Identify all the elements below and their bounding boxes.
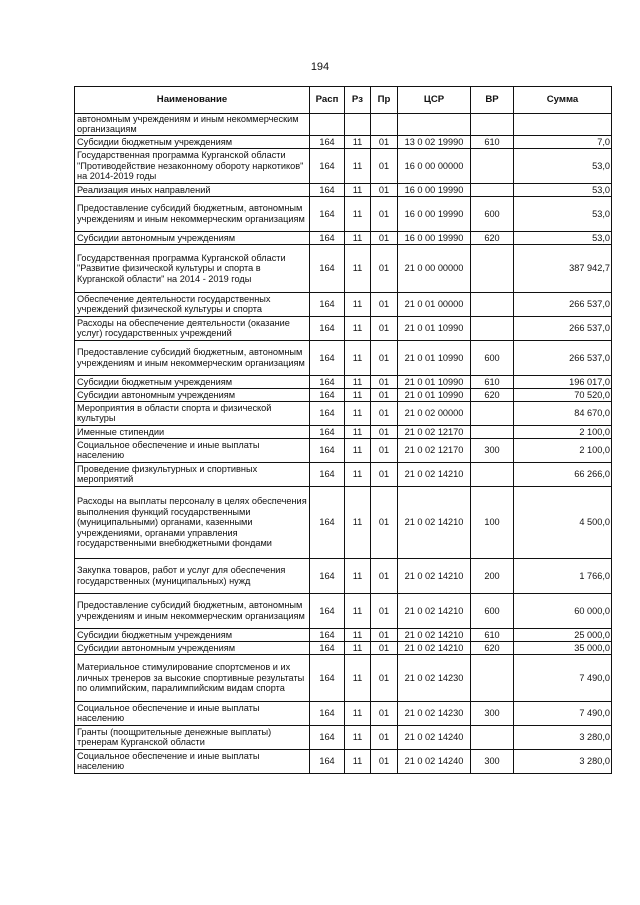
row-pr: 01 xyxy=(371,401,398,425)
row-rz: 11 xyxy=(345,135,371,148)
row-name: Социальное обеспечение и иные выплаты населению xyxy=(75,749,310,773)
row-vr xyxy=(471,425,514,438)
page-number: 194 xyxy=(310,61,330,73)
row-csr: 21 0 01 00000 xyxy=(398,292,471,316)
row-rasp: 164 xyxy=(310,462,345,486)
row-rz: 11 xyxy=(345,388,371,401)
row-sum: 25 000,0 xyxy=(514,628,612,641)
row-sum: 3 280,0 xyxy=(514,749,612,773)
row-rasp xyxy=(310,114,345,136)
row-vr: 600 xyxy=(471,593,514,628)
table-row xyxy=(75,244,612,292)
row-rasp: 164 xyxy=(310,231,345,244)
row-pr: 01 xyxy=(371,316,398,340)
row-vr xyxy=(471,292,514,316)
row-sum: 53,0 xyxy=(514,148,612,183)
table-row xyxy=(75,401,612,425)
row-sum: 2 100,0 xyxy=(514,438,612,462)
row-vr: 620 xyxy=(471,388,514,401)
row-rasp: 164 xyxy=(310,749,345,773)
row-name: Предоставление субсидий бюджетным, автономным учреждениям и иным некоммерческим организациям xyxy=(75,340,310,375)
row-rasp: 164 xyxy=(310,641,345,654)
row-rasp: 164 xyxy=(310,438,345,462)
row-name: Предоставление субсидий бюджетным, автономным учреждениям и иным некоммерческим организациям xyxy=(75,593,310,628)
row-rasp: 164 xyxy=(310,183,345,196)
row-pr: 01 xyxy=(371,701,398,725)
row-pr: 01 xyxy=(371,148,398,183)
row-pr: 01 xyxy=(371,486,398,558)
row-sum: 3 280,0 xyxy=(514,725,612,749)
row-rasp: 164 xyxy=(310,135,345,148)
table-row xyxy=(75,486,612,558)
row-sum: 266 537,0 xyxy=(514,292,612,316)
row-csr: 21 0 02 00000 xyxy=(398,401,471,425)
header-csr: ЦСР xyxy=(398,87,471,114)
row-csr: 21 0 02 14210 xyxy=(398,558,471,593)
row-rz: 11 xyxy=(345,438,371,462)
row-vr: 620 xyxy=(471,231,514,244)
row-sum: 53,0 xyxy=(514,196,612,231)
row-sum: 53,0 xyxy=(514,183,612,196)
row-sum: 7 490,0 xyxy=(514,654,612,701)
header-pr: Пр xyxy=(371,87,398,114)
row-pr: 01 xyxy=(371,231,398,244)
row-rz: 11 xyxy=(345,401,371,425)
row-rz: 11 xyxy=(345,425,371,438)
table-row xyxy=(75,375,612,388)
row-name: Расходы на выплаты персоналу в целях обеспечения выполнения функций государственными (муниципальными) органами, казенными учреждениями, органами управления государственными внебюджетными фондами xyxy=(75,486,310,558)
row-rz: 11 xyxy=(345,462,371,486)
table-row xyxy=(75,231,612,244)
row-pr: 01 xyxy=(371,425,398,438)
row-pr: 01 xyxy=(371,438,398,462)
row-name: Социальное обеспечение и иные выплаты населению xyxy=(75,438,310,462)
row-name: Именные стипендии xyxy=(75,425,310,438)
row-sum: 70 520,0 xyxy=(514,388,612,401)
row-rz: 11 xyxy=(345,701,371,725)
row-name: Субсидии автономным учреждениям xyxy=(75,641,310,654)
table-row xyxy=(75,340,612,375)
table-row xyxy=(75,425,612,438)
row-rasp: 164 xyxy=(310,701,345,725)
row-vr xyxy=(471,244,514,292)
row-csr: 21 0 01 10990 xyxy=(398,388,471,401)
row-rasp: 164 xyxy=(310,401,345,425)
row-vr xyxy=(471,148,514,183)
row-name: Государственная программа Курганской области "Развитие физической культуры и спорта в Курганской области" на 2014 - 2019 годы xyxy=(75,244,310,292)
table-row xyxy=(75,388,612,401)
row-vr: 200 xyxy=(471,558,514,593)
row-sum: 60 000,0 xyxy=(514,593,612,628)
row-sum: 53,0 xyxy=(514,231,612,244)
row-sum xyxy=(514,114,612,136)
row-sum: 196 017,0 xyxy=(514,375,612,388)
row-csr: 21 0 02 12170 xyxy=(398,425,471,438)
row-sum: 4 500,0 xyxy=(514,486,612,558)
row-rz: 11 xyxy=(345,725,371,749)
row-csr: 21 0 02 14210 xyxy=(398,628,471,641)
row-sum: 35 000,0 xyxy=(514,641,612,654)
row-sum: 7,0 xyxy=(514,135,612,148)
row-rz: 11 xyxy=(345,654,371,701)
row-csr: 13 0 02 19990 xyxy=(398,135,471,148)
row-vr xyxy=(471,462,514,486)
table-row xyxy=(75,725,612,749)
row-rasp: 164 xyxy=(310,628,345,641)
row-rz: 11 xyxy=(345,486,371,558)
row-vr: 300 xyxy=(471,749,514,773)
table-row xyxy=(75,114,612,136)
row-rz: 11 xyxy=(345,244,371,292)
row-name: Субсидии автономным учреждениям xyxy=(75,231,310,244)
row-csr: 21 0 02 12170 xyxy=(398,438,471,462)
row-csr: 21 0 02 14230 xyxy=(398,654,471,701)
row-pr xyxy=(371,114,398,136)
row-name: Социальное обеспечение и иные выплаты населению xyxy=(75,701,310,725)
row-rz: 11 xyxy=(345,148,371,183)
row-vr: 300 xyxy=(471,701,514,725)
table-row xyxy=(75,462,612,486)
row-vr xyxy=(471,183,514,196)
row-name: Мероприятия в области спорта и физической культуры xyxy=(75,401,310,425)
row-vr: 610 xyxy=(471,135,514,148)
row-vr xyxy=(471,654,514,701)
row-vr: 620 xyxy=(471,641,514,654)
row-csr: 21 0 02 14230 xyxy=(398,701,471,725)
row-csr: 21 0 02 14240 xyxy=(398,749,471,773)
row-vr: 600 xyxy=(471,196,514,231)
row-name: Субсидии бюджетным учреждениям xyxy=(75,628,310,641)
row-csr xyxy=(398,114,471,136)
row-rasp: 164 xyxy=(310,316,345,340)
row-csr: 16 0 00 19990 xyxy=(398,183,471,196)
row-pr: 01 xyxy=(371,340,398,375)
row-rz: 11 xyxy=(345,340,371,375)
row-vr xyxy=(471,401,514,425)
table-row xyxy=(75,558,612,593)
row-rz: 11 xyxy=(345,196,371,231)
row-name: Проведение физкультурных и спортивных мероприятий xyxy=(75,462,310,486)
row-rasp: 164 xyxy=(310,654,345,701)
header-name: Наименование xyxy=(75,87,310,114)
table-row xyxy=(75,749,612,773)
table-row xyxy=(75,701,612,725)
row-pr: 01 xyxy=(371,725,398,749)
row-pr: 01 xyxy=(371,641,398,654)
row-vr: 610 xyxy=(471,375,514,388)
table-row xyxy=(75,183,612,196)
table-row xyxy=(75,316,612,340)
table-row xyxy=(75,292,612,316)
table-row xyxy=(75,148,612,183)
row-sum: 7 490,0 xyxy=(514,701,612,725)
row-rasp: 164 xyxy=(310,486,345,558)
header-rasp: Расп xyxy=(310,87,345,114)
row-pr: 01 xyxy=(371,244,398,292)
table-row xyxy=(75,628,612,641)
row-rz: 11 xyxy=(345,593,371,628)
row-rasp: 164 xyxy=(310,148,345,183)
row-rasp: 164 xyxy=(310,244,345,292)
row-vr xyxy=(471,114,514,136)
row-pr: 01 xyxy=(371,292,398,316)
row-pr: 01 xyxy=(371,749,398,773)
row-sum: 1 766,0 xyxy=(514,558,612,593)
row-rz: 11 xyxy=(345,641,371,654)
row-csr: 21 0 01 10990 xyxy=(398,375,471,388)
row-name: Субсидии автономным учреждениям xyxy=(75,388,310,401)
row-rasp: 164 xyxy=(310,375,345,388)
header-sum: Сумма xyxy=(514,87,612,114)
row-pr: 01 xyxy=(371,196,398,231)
row-name: Субсидии бюджетным учреждениям xyxy=(75,135,310,148)
row-sum: 84 670,0 xyxy=(514,401,612,425)
row-rz: 11 xyxy=(345,231,371,244)
table-row xyxy=(75,438,612,462)
row-name: автономным учреждениям и иным некоммерческим организациям xyxy=(75,114,310,136)
row-pr: 01 xyxy=(371,628,398,641)
row-name: Государственная программа Курганской области "Противодействие незаконному обороту наркотиков" на 2014-2019 годы xyxy=(75,148,310,183)
row-rasp: 164 xyxy=(310,388,345,401)
row-rz: 11 xyxy=(345,292,371,316)
row-pr: 01 xyxy=(371,183,398,196)
row-sum: 2 100,0 xyxy=(514,425,612,438)
row-pr: 01 xyxy=(371,593,398,628)
row-name: Расходы на обеспечение деятельности (оказание услуг) государственных учреждений xyxy=(75,316,310,340)
row-csr: 21 0 02 14210 xyxy=(398,593,471,628)
row-vr: 300 xyxy=(471,438,514,462)
row-name: Материальное стимулирование спортсменов и их личных тренеров за высокие спортивные результаты по олимпийским, паралимпийским видам спорта xyxy=(75,654,310,701)
row-rasp: 164 xyxy=(310,340,345,375)
row-rasp: 164 xyxy=(310,593,345,628)
table-row xyxy=(75,135,612,148)
budget-table xyxy=(74,86,612,774)
row-csr: 16 0 00 19990 xyxy=(398,196,471,231)
row-csr: 16 0 00 19990 xyxy=(398,231,471,244)
row-name: Закупка товаров, работ и услуг для обеспечения государственных (муниципальных) нужд xyxy=(75,558,310,593)
row-pr: 01 xyxy=(371,654,398,701)
row-name: Гранты (поощрительные денежные выплаты) тренерам Курганской области xyxy=(75,725,310,749)
header-vr: ВР xyxy=(471,87,514,114)
row-rasp: 164 xyxy=(310,292,345,316)
row-rz: 11 xyxy=(345,628,371,641)
row-rasp: 164 xyxy=(310,196,345,231)
table-header-row xyxy=(75,87,612,114)
row-sum: 66 266,0 xyxy=(514,462,612,486)
row-rz: 11 xyxy=(345,183,371,196)
table-row xyxy=(75,593,612,628)
row-csr: 21 0 01 10990 xyxy=(398,340,471,375)
row-vr: 600 xyxy=(471,340,514,375)
header-rz: Рз xyxy=(345,87,371,114)
row-name: Обеспечение деятельности государственных учреждений физической культуры и спорта xyxy=(75,292,310,316)
row-name: Субсидии бюджетным учреждениям xyxy=(75,375,310,388)
row-vr xyxy=(471,725,514,749)
row-sum: 266 537,0 xyxy=(514,316,612,340)
row-rasp: 164 xyxy=(310,425,345,438)
table-row xyxy=(75,654,612,701)
row-sum: 387 942,7 xyxy=(514,244,612,292)
row-rasp: 164 xyxy=(310,558,345,593)
row-csr: 21 0 00 00000 xyxy=(398,244,471,292)
row-name: Реализация иных направлений xyxy=(75,183,310,196)
row-csr: 16 0 00 00000 xyxy=(398,148,471,183)
table-row xyxy=(75,641,612,654)
row-pr: 01 xyxy=(371,462,398,486)
row-csr: 21 0 02 14210 xyxy=(398,462,471,486)
row-rasp: 164 xyxy=(310,725,345,749)
table-row xyxy=(75,196,612,231)
row-sum: 266 537,0 xyxy=(514,340,612,375)
row-pr: 01 xyxy=(371,375,398,388)
row-rz: 11 xyxy=(345,558,371,593)
row-vr xyxy=(471,316,514,340)
row-name: Предоставление субсидий бюджетным, автономным учреждениям и иным некоммерческим организациям xyxy=(75,196,310,231)
row-csr: 21 0 02 14210 xyxy=(398,486,471,558)
row-rz: 11 xyxy=(345,375,371,388)
row-pr: 01 xyxy=(371,558,398,593)
row-csr: 21 0 01 10990 xyxy=(398,316,471,340)
row-pr: 01 xyxy=(371,388,398,401)
row-pr: 01 xyxy=(371,135,398,148)
row-rz: 11 xyxy=(345,749,371,773)
row-rz: 11 xyxy=(345,316,371,340)
row-csr: 21 0 02 14240 xyxy=(398,725,471,749)
row-csr: 21 0 02 14210 xyxy=(398,641,471,654)
row-vr: 610 xyxy=(471,628,514,641)
row-vr: 100 xyxy=(471,486,514,558)
row-rz xyxy=(345,114,371,136)
